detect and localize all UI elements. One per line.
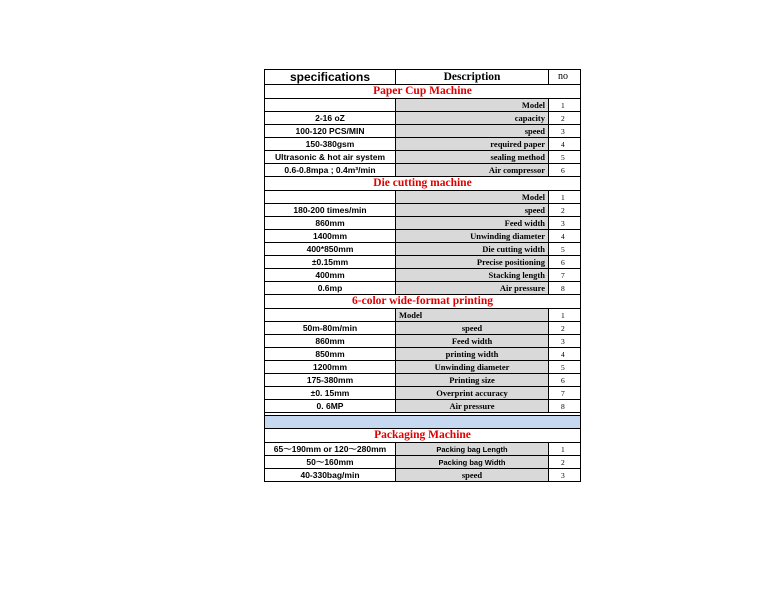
header-row — [265, 70, 581, 85]
desc-cell: speed — [396, 204, 549, 217]
table-row — [265, 112, 581, 125]
table-row — [265, 125, 581, 138]
desc-cell: Precise positioning — [396, 256, 549, 269]
no-cell: 5 — [549, 243, 581, 256]
desc-cell: Model — [396, 99, 549, 112]
no-cell: 4 — [549, 348, 581, 361]
desc-cell: Feed width — [396, 335, 549, 348]
desc-cell: speed — [396, 469, 549, 482]
table-row — [265, 164, 581, 177]
table-row — [265, 387, 581, 400]
section-title-paper-cup: Paper Cup Machine — [265, 85, 581, 99]
spec-cell: 850mm — [265, 348, 396, 361]
desc-cell: printing width — [396, 348, 549, 361]
spec-cell: ±0. 15mm — [265, 387, 396, 400]
spec-cell — [265, 309, 396, 322]
spec-table — [264, 69, 581, 482]
desc-cell: capacity — [396, 112, 549, 125]
desc-cell: Packing bag Width — [396, 456, 549, 469]
table-row — [265, 243, 581, 256]
table-row — [265, 138, 581, 151]
desc-cell: Packing bag Length — [396, 443, 549, 456]
desc-cell: Printing size — [396, 374, 549, 387]
section-title-row — [265, 177, 581, 191]
no-cell: 1 — [549, 443, 581, 456]
table-row — [265, 456, 581, 469]
spec-cell: 175-380mm — [265, 374, 396, 387]
table-row — [265, 400, 581, 413]
desc-cell: required paper — [396, 138, 549, 151]
no-cell: 6 — [549, 256, 581, 269]
table-row — [265, 443, 581, 456]
table-row — [265, 469, 581, 482]
no-cell: 2 — [549, 322, 581, 335]
spec-cell: 50m-80m/min — [265, 322, 396, 335]
table-row — [265, 374, 581, 387]
spec-cell: 2-16 oZ — [265, 112, 396, 125]
table-row — [265, 269, 581, 282]
no-cell: 7 — [549, 387, 581, 400]
no-cell: 3 — [549, 335, 581, 348]
separator-row — [265, 416, 581, 429]
spec-cell: 860mm — [265, 217, 396, 230]
spec-cell: 0.6-0.8mpa ; 0.4m³/min — [265, 164, 396, 177]
table-row — [265, 309, 581, 322]
spec-cell: 0. 6MP — [265, 400, 396, 413]
spec-cell: 180-200 times/min — [265, 204, 396, 217]
no-cell: 2 — [549, 456, 581, 469]
no-cell: 1 — [549, 99, 581, 112]
spec-cell: 860mm — [265, 335, 396, 348]
spec-cell: 65～190mm or 120～280mm — [265, 443, 396, 456]
no-cell: 1 — [549, 191, 581, 204]
spec-cell: 100-120 PCS/MIN — [265, 125, 396, 138]
table-row — [265, 99, 581, 112]
desc-cell: Unwinding diameter — [396, 361, 549, 374]
no-cell: 3 — [549, 125, 581, 138]
no-cell: 3 — [549, 217, 581, 230]
table-row — [265, 361, 581, 374]
spec-cell: ±0.15mm — [265, 256, 396, 269]
desc-cell: sealing method — [396, 151, 549, 164]
desc-cell: Feed width — [396, 217, 549, 230]
desc-cell: Overprint accuracy — [396, 387, 549, 400]
table-row — [265, 217, 581, 230]
desc-cell: Stacking length — [396, 269, 549, 282]
desc-cell: Die cutting width — [396, 243, 549, 256]
table-row — [265, 191, 581, 204]
section-title-row — [265, 85, 581, 99]
no-cell: 4 — [549, 138, 581, 151]
section-title-printing: 6-color wide-format printing — [265, 295, 581, 309]
no-cell: 4 — [549, 230, 581, 243]
spec-cell: 0.6mp — [265, 282, 396, 295]
spec-cell — [265, 99, 396, 112]
table-row — [265, 230, 581, 243]
section-title-row — [265, 429, 581, 443]
table-row — [265, 256, 581, 269]
no-cell: 6 — [549, 374, 581, 387]
desc-cell: Model — [396, 309, 549, 322]
no-cell: 5 — [549, 361, 581, 374]
section-title-die-cutting: Die cutting machine — [265, 177, 581, 191]
spec-cell: Ultrasonic & hot air system — [265, 151, 396, 164]
no-cell: 7 — [549, 269, 581, 282]
spec-cell: 1400mm — [265, 230, 396, 243]
no-cell: 3 — [549, 469, 581, 482]
table-row — [265, 151, 581, 164]
table-row — [265, 204, 581, 217]
section-title-packaging: Packaging Machine — [265, 429, 581, 443]
no-cell: 2 — [549, 112, 581, 125]
section-title-row — [265, 295, 581, 309]
desc-cell: Unwinding diameter — [396, 230, 549, 243]
desc-cell: Air pressure — [396, 282, 549, 295]
header-description: Description — [396, 70, 549, 85]
spec-cell — [265, 191, 396, 204]
spec-cell: 150-380gsm — [265, 138, 396, 151]
spec-cell: 40-330bag/min — [265, 469, 396, 482]
desc-cell: speed — [396, 125, 549, 138]
spec-sheet — [264, 69, 580, 482]
no-cell: 2 — [549, 204, 581, 217]
no-cell: 8 — [549, 282, 581, 295]
separator-cell — [265, 416, 581, 429]
header-specifications: specifications — [265, 70, 396, 85]
desc-cell: Air pressure — [396, 400, 549, 413]
spec-cell: 50～160mm — [265, 456, 396, 469]
no-cell: 8 — [549, 400, 581, 413]
table-row — [265, 335, 581, 348]
desc-cell: Model — [396, 191, 549, 204]
spec-cell: 400mm — [265, 269, 396, 282]
spec-cell: 1200mm — [265, 361, 396, 374]
no-cell: 1 — [549, 309, 581, 322]
no-cell: 5 — [549, 151, 581, 164]
table-row — [265, 322, 581, 335]
desc-cell: Air compressor — [396, 164, 549, 177]
header-no: no — [549, 70, 581, 85]
desc-cell: speed — [396, 322, 549, 335]
table-row — [265, 348, 581, 361]
spec-cell: 400*850mm — [265, 243, 396, 256]
no-cell: 6 — [549, 164, 581, 177]
table-row — [265, 282, 581, 295]
